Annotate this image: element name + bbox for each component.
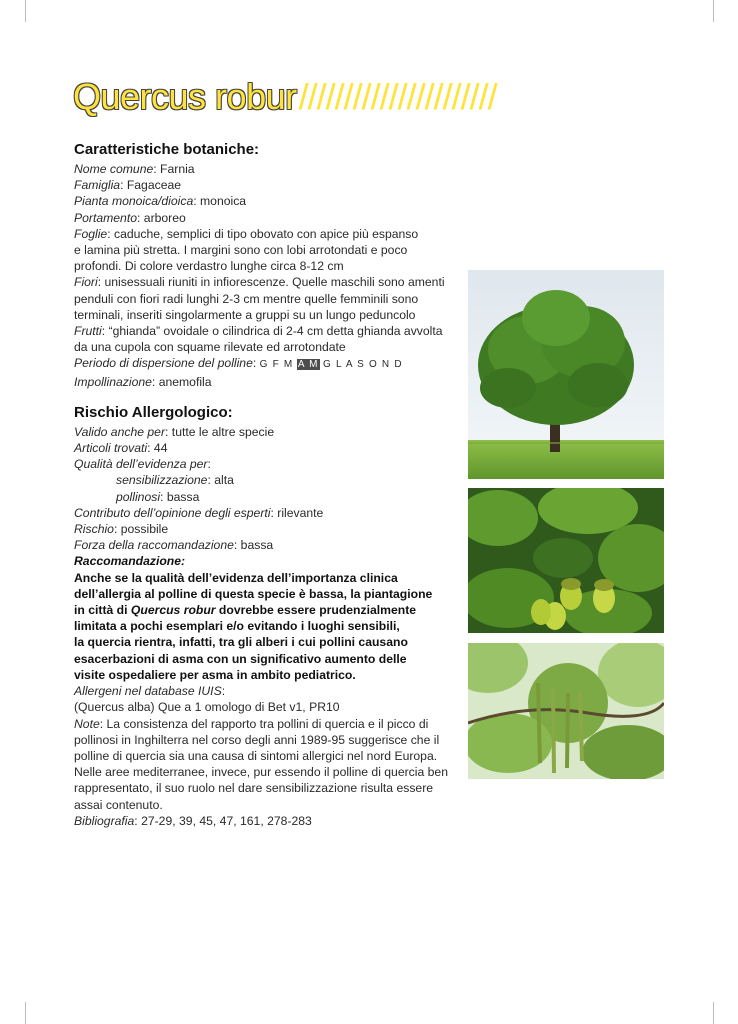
flowers-row-2: penduli con fiori radi lunghi 2-3 cm mentre quelle femminili sono [74,291,419,306]
strength-row: Forza della raccomandazione: bassa [74,538,274,553]
oak-tree-photo [468,270,664,479]
iuis-value: (Quercus alba) Que a 1 omologo di Bet v1, PR10 [74,700,340,715]
note-line: assai contenuto. [74,797,163,812]
note-row: Note: La consistenza del rapporto tra pollini di quercia e il picco di [74,716,429,731]
flowers-row: Fiori: unisessuali riuniti in infiorescenze. Quelle maschili sono amenti [74,275,445,290]
recommendation-line: dell’allergia al polline di questa specie è bassa, la piantagione [74,586,433,601]
note-line: rappresentato, il suo ruolo nel dare sensibilizzazione risulta essere [74,781,434,796]
leaves-row-2: e lamina più stretta. I margini sono con lobi arrotondati e poco [74,243,408,258]
expert-row: Contributo dell’opinione degli esperti: rilevante [74,505,324,520]
recommendation-line: in città di Quercus robur dovrebbe essere prudenzialmente [74,603,417,618]
leaves-row-3: profondi. Di colore verdastro lunghe circa 8-12 cm [74,259,344,274]
botanical-heading: Caratteristiche botaniche: [74,141,260,158]
fruits-row-2: da una cupola con squame rilevate ed arrotondate [74,340,346,355]
articles-row: Articoli trovati: 44 [74,441,168,456]
crop-mark [713,0,714,22]
pollination-row: Impollinazione: anemofila [74,374,212,389]
months-before: G F M [259,359,294,371]
catkins-image [468,643,664,779]
family-row: Famiglia: Fagaceae [74,178,182,193]
note-line: pollinosi in Inghilterra nel corso degli anni 1989-95 suggerisce che il [74,732,440,747]
valid-for-row: Valido anche per: tutte le altre specie [74,424,275,439]
flowers-row-3: terminali, inseriti singolarmente a gruppi su un lungo peduncolo [74,307,416,322]
pollinosis-row: pollinosi: bassa [116,489,200,504]
common-name-row: Nome comune: Farnia [74,162,195,176]
recommendation-line: limitata a pochi esemplari e/o evitando i luoghi sensibili, [74,619,400,634]
evidence-row: Qualità dell’evidenza per: [74,457,211,472]
plant-type-row: Pianta monoica/dioica: monoica [74,194,247,209]
note-line: Nelle aree mediterranee, invece, pur essendo il polline di quercia ben [74,765,448,780]
crop-mark [25,1002,26,1024]
catkins-photo [468,643,664,779]
title-decoration: ////////////////////// [298,76,497,117]
page-header [73,76,673,126]
page-title: Quercus robur [73,76,297,117]
acorns-image [468,488,664,633]
note-line: polline di quercia sia una causa di sintomi allergici nel nord Europa. [74,748,438,763]
recommendation-line: Anche se la qualità dell’evidenza dell’importanza clinica [74,570,398,585]
crop-mark [713,1002,714,1024]
species-name: Quercus robur [130,603,216,618]
pollen-period-row: Periodo di dispersione del polline: G F M A M G L A S O N D [74,356,403,371]
months-highlight: A M [297,359,319,371]
fruits-row: Frutti: “ghianda” ovoidale o cilindrica di 2-4 cm detta ghianda avvolta [74,324,443,339]
acorns-photo [468,488,664,633]
oak-tree-image [468,270,664,479]
iuis-row: Allergeni nel database IUIS: [74,684,226,699]
sensitization-row: sensibilizzazione: alta [116,473,234,488]
main-text [74,140,459,829]
habit-row: Portamento: arboreo [74,210,186,225]
leaves-row: Foglie: caduche, semplici di tipo obovato con apice più espanso [74,226,419,241]
months-after: G L A S O N D [323,359,403,371]
risk-row: Rischio: possibile [74,522,169,537]
recommendation-label: Raccomandazione: [74,554,186,569]
allergy-heading: Rischio Allergologico: [74,403,233,421]
recommendation-line: la quercia rientra, infatti, tra gli alberi i cui pollini causano [74,635,408,650]
recommendation-line: visite ospedaliere per asma in ambito pediatrico. [74,667,356,682]
recommendation-line: esacerbazioni di asma con un significativo aumento delle [74,651,407,666]
crop-mark [25,0,26,22]
bibliography-row: Bibliografia: 27-29, 39, 45, 47, 161, 278-283 [74,813,312,828]
